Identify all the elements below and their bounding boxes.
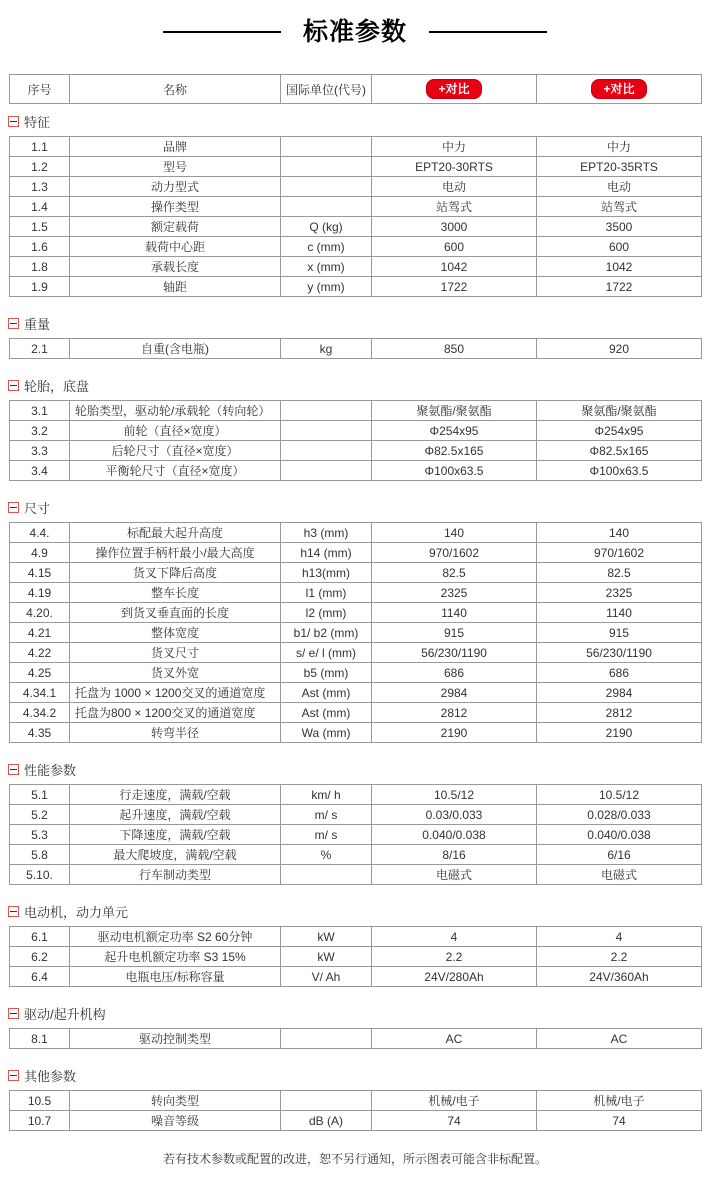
cell-value-model-1: 10.5/12 bbox=[372, 785, 537, 805]
cell-value-model-2: 140 bbox=[537, 523, 702, 543]
table-row bbox=[10, 583, 702, 603]
cell-value-model-2: 4 bbox=[537, 927, 702, 947]
cell-value-model-1: 1140 bbox=[372, 603, 537, 623]
section bbox=[0, 376, 710, 481]
cell-name: 行走速度，满载/空载 bbox=[70, 785, 281, 805]
cell-name: 货叉尺寸 bbox=[70, 643, 281, 663]
cell-value-model-2: 2812 bbox=[537, 703, 702, 723]
table-row bbox=[10, 723, 702, 743]
cell-serial: 4.35 bbox=[10, 723, 70, 743]
cell-unit: b5 (mm) bbox=[281, 663, 372, 683]
cell-value-model-1: 600 bbox=[372, 237, 537, 257]
cell-value-model-1: 0.040/0.038 bbox=[372, 825, 537, 845]
compare-button-1[interactable]: +对比 bbox=[426, 79, 481, 99]
cell-value-model-2: 0.040/0.038 bbox=[537, 825, 702, 845]
table-row bbox=[10, 563, 702, 583]
cell-serial: 1.8 bbox=[10, 257, 70, 277]
cell-unit: m/ s bbox=[281, 825, 372, 845]
table-row bbox=[10, 663, 702, 683]
cell-name: 托盘为 1000 × 1200交叉的通道宽度 bbox=[70, 683, 281, 703]
cell-name: 整车长度 bbox=[70, 583, 281, 603]
section-title: 性能参数 bbox=[24, 763, 77, 778]
cell-value-model-2: 站驾式 bbox=[537, 197, 702, 217]
section-label bbox=[8, 314, 710, 333]
cell-unit: Wa (mm) bbox=[281, 723, 372, 743]
cell-serial: 4.34.2 bbox=[10, 703, 70, 723]
cell-value-model-1: 1042 bbox=[372, 257, 537, 277]
cell-value-model-1: 56/230/1190 bbox=[372, 643, 537, 663]
cell-value-model-2: 2.2 bbox=[537, 947, 702, 967]
cell-name: 整体宽度 bbox=[70, 623, 281, 643]
cell-serial: 3.4 bbox=[10, 461, 70, 481]
cell-value-model-2: 1042 bbox=[537, 257, 702, 277]
table-row bbox=[10, 947, 702, 967]
cell-name: 货叉外宽 bbox=[70, 663, 281, 683]
table-row bbox=[10, 257, 702, 277]
cell-value-model-1: 24V/280Ah bbox=[372, 967, 537, 987]
page-title-block bbox=[0, 0, 710, 47]
cell-name: 轮胎类型，驱动轮/承载轮（转向轮） bbox=[70, 401, 281, 421]
cell-value-model-1: 2.2 bbox=[372, 947, 537, 967]
cell-value-model-1: 686 bbox=[372, 663, 537, 683]
cell-unit: Ast (mm) bbox=[281, 703, 372, 723]
table-row bbox=[10, 845, 702, 865]
cell-serial: 1.5 bbox=[10, 217, 70, 237]
cell-unit: kg bbox=[281, 339, 372, 359]
table-row bbox=[10, 927, 702, 947]
table-row bbox=[10, 1091, 702, 1111]
cell-name: 品牌 bbox=[70, 137, 281, 157]
compare-button-2[interactable]: +对比 bbox=[591, 79, 646, 99]
cell-value-model-1: 机械/电子 bbox=[372, 1091, 537, 1111]
table-row bbox=[10, 277, 702, 297]
section-label bbox=[8, 498, 710, 517]
cell-name: 转向类型 bbox=[70, 1091, 281, 1111]
section bbox=[0, 1066, 710, 1131]
cell-unit bbox=[281, 177, 372, 197]
cell-name: 自重(含电瓶) bbox=[70, 339, 281, 359]
cell-name: 载荷中心距 bbox=[70, 237, 281, 257]
cell-value-model-2: Φ254x95 bbox=[537, 421, 702, 441]
cell-name: 行车制动类型 bbox=[70, 865, 281, 885]
cell-value-model-1: 850 bbox=[372, 339, 537, 359]
table-row bbox=[10, 1111, 702, 1131]
cell-unit bbox=[281, 157, 372, 177]
cell-value-model-2: 10.5/12 bbox=[537, 785, 702, 805]
cell-value-model-1: 0.03/0.033 bbox=[372, 805, 537, 825]
cell-serial: 1.9 bbox=[10, 277, 70, 297]
spec-table bbox=[9, 926, 702, 987]
section-label bbox=[8, 902, 710, 921]
table-row bbox=[10, 543, 702, 563]
cell-name: 起升速度，满载/空载 bbox=[70, 805, 281, 825]
cell-value-model-1: Φ82.5x165 bbox=[372, 441, 537, 461]
footer-note: 若有技术参数或配置的改进，恕不另行通知，所示图表可能含非标配置。 bbox=[162, 1152, 547, 1166]
table-row bbox=[10, 703, 702, 723]
section-label bbox=[8, 376, 710, 395]
cell-value-model-1: 3000 bbox=[372, 217, 537, 237]
cell-value-model-2: EPT20-35RTS bbox=[537, 157, 702, 177]
cell-value-model-2: 6/16 bbox=[537, 845, 702, 865]
cell-unit: h3 (mm) bbox=[281, 523, 372, 543]
cell-serial: 4.34.1 bbox=[10, 683, 70, 703]
cell-name: 额定载荷 bbox=[70, 217, 281, 237]
collapse-minus-icon[interactable] bbox=[8, 318, 19, 329]
cell-unit: V/ Ah bbox=[281, 967, 372, 987]
cell-serial: 6.1 bbox=[10, 927, 70, 947]
spec-table bbox=[9, 338, 702, 359]
section bbox=[0, 760, 710, 885]
cell-value-model-1: 8/16 bbox=[372, 845, 537, 865]
cell-serial: 2.1 bbox=[10, 339, 70, 359]
table-row bbox=[10, 785, 702, 805]
cell-unit bbox=[281, 1091, 372, 1111]
table-row bbox=[10, 805, 702, 825]
cell-value-model-2: 56/230/1190 bbox=[537, 643, 702, 663]
section bbox=[0, 902, 710, 987]
cell-name: 轴距 bbox=[70, 277, 281, 297]
cell-serial: 1.3 bbox=[10, 177, 70, 197]
cell-unit: Q (kg) bbox=[281, 217, 372, 237]
cell-value-model-2: 970/1602 bbox=[537, 543, 702, 563]
cell-value-model-2: 600 bbox=[537, 237, 702, 257]
cell-serial: 5.8 bbox=[10, 845, 70, 865]
collapse-minus-icon[interactable] bbox=[8, 116, 19, 127]
cell-serial: 1.1 bbox=[10, 137, 70, 157]
cell-value-model-1: 2812 bbox=[372, 703, 537, 723]
table-row bbox=[10, 643, 702, 663]
spec-table bbox=[9, 784, 702, 885]
cell-value-model-1: 2984 bbox=[372, 683, 537, 703]
section bbox=[0, 112, 710, 297]
cell-unit: x (mm) bbox=[281, 257, 372, 277]
cell-name: 电瓶电压/标称容量 bbox=[70, 967, 281, 987]
cell-serial: 3.3 bbox=[10, 441, 70, 461]
table-row bbox=[10, 441, 702, 461]
section-label bbox=[8, 1004, 710, 1023]
cell-name: 型号 bbox=[70, 157, 281, 177]
header-row bbox=[10, 75, 702, 104]
cell-serial: 6.2 bbox=[10, 947, 70, 967]
collapse-minus-icon[interactable] bbox=[8, 906, 19, 917]
cell-name: 后轮尺寸（直径×宽度） bbox=[70, 441, 281, 461]
cell-serial: 4.19 bbox=[10, 583, 70, 603]
table-row bbox=[10, 137, 702, 157]
cell-name: 前轮（直径×宽度） bbox=[70, 421, 281, 441]
table-row bbox=[10, 1029, 702, 1049]
cell-value-model-1: 电磁式 bbox=[372, 865, 537, 885]
cell-serial: 4.22 bbox=[10, 643, 70, 663]
cell-name: 驱动电机额定功率 S2 60分钟 bbox=[70, 927, 281, 947]
cell-unit: Ast (mm) bbox=[281, 683, 372, 703]
cell-value-model-1: AC bbox=[372, 1029, 537, 1049]
cell-value-model-1: Φ100x63.5 bbox=[372, 461, 537, 481]
header-unit: 国际单位(代号) bbox=[281, 75, 372, 104]
cell-serial: 10.7 bbox=[10, 1111, 70, 1131]
cell-unit bbox=[281, 441, 372, 461]
cell-serial: 5.3 bbox=[10, 825, 70, 845]
table-row bbox=[10, 623, 702, 643]
section bbox=[0, 498, 710, 743]
cell-value-model-1: 2325 bbox=[372, 583, 537, 603]
cell-value-model-2: 2984 bbox=[537, 683, 702, 703]
section-title: 其他参数 bbox=[24, 1069, 77, 1084]
cell-value-model-2: Φ100x63.5 bbox=[537, 461, 702, 481]
cell-value-model-2: 74 bbox=[537, 1111, 702, 1131]
table-row bbox=[10, 217, 702, 237]
cell-value-model-2: 24V/360Ah bbox=[537, 967, 702, 987]
cell-name: 起升电机额定功率 S3 15% bbox=[70, 947, 281, 967]
cell-value-model-2: 82.5 bbox=[537, 563, 702, 583]
cell-unit: y (mm) bbox=[281, 277, 372, 297]
cell-value-model-1: 74 bbox=[372, 1111, 537, 1131]
cell-serial: 8.1 bbox=[10, 1029, 70, 1049]
table-row bbox=[10, 401, 702, 421]
cell-value-model-2: 0.028/0.033 bbox=[537, 805, 702, 825]
section-label bbox=[8, 1066, 710, 1085]
cell-unit bbox=[281, 197, 372, 217]
cell-value-model-2: 中力 bbox=[537, 137, 702, 157]
cell-name: 动力型式 bbox=[70, 177, 281, 197]
table-row bbox=[10, 177, 702, 197]
cell-value-model-1: 140 bbox=[372, 523, 537, 543]
cell-unit: h13(mm) bbox=[281, 563, 372, 583]
header-model-1 bbox=[372, 75, 537, 104]
cell-value-model-1: 聚氨酯/聚氨酯 bbox=[372, 401, 537, 421]
title-rule-right bbox=[429, 31, 547, 33]
cell-name: 平衡轮尺寸（直径×宽度） bbox=[70, 461, 281, 481]
cell-value-model-1: 站驾式 bbox=[372, 197, 537, 217]
cell-unit bbox=[281, 137, 372, 157]
cell-name: 最大爬坡度，满载/空载 bbox=[70, 845, 281, 865]
cell-serial: 5.10. bbox=[10, 865, 70, 885]
cell-unit: m/ s bbox=[281, 805, 372, 825]
table-row bbox=[10, 421, 702, 441]
cell-value-model-2: 1140 bbox=[537, 603, 702, 623]
cell-value-model-1: 电动 bbox=[372, 177, 537, 197]
cell-name: 承载长度 bbox=[70, 257, 281, 277]
sections-container bbox=[0, 112, 710, 1131]
section-label bbox=[8, 112, 710, 131]
cell-name: 托盘为800 × 1200交叉的通道宽度 bbox=[70, 703, 281, 723]
cell-name: 操作位置手柄杆最小/最大高度 bbox=[70, 543, 281, 563]
cell-value-model-1: 915 bbox=[372, 623, 537, 643]
spec-table bbox=[9, 136, 702, 297]
cell-name: 驱动控制类型 bbox=[70, 1029, 281, 1049]
cell-serial: 10.5 bbox=[10, 1091, 70, 1111]
cell-value-model-2: 电动 bbox=[537, 177, 702, 197]
cell-serial: 4.21 bbox=[10, 623, 70, 643]
collapse-minus-icon[interactable] bbox=[8, 1008, 19, 1019]
collapse-minus-icon[interactable] bbox=[8, 502, 19, 513]
collapse-minus-icon[interactable] bbox=[8, 1070, 19, 1081]
section-title: 电动机，动力单元 bbox=[24, 905, 129, 920]
section-title: 尺寸 bbox=[24, 501, 51, 516]
cell-unit: b1/ b2 (mm) bbox=[281, 623, 372, 643]
table-row bbox=[10, 967, 702, 987]
cell-serial: 5.2 bbox=[10, 805, 70, 825]
cell-unit: km/ h bbox=[281, 785, 372, 805]
cell-name: 到货叉垂直面的长度 bbox=[70, 603, 281, 623]
header-table bbox=[9, 74, 702, 104]
cell-name: 转弯半径 bbox=[70, 723, 281, 743]
cell-serial: 1.2 bbox=[10, 157, 70, 177]
cell-unit: % bbox=[281, 845, 372, 865]
cell-unit: l1 (mm) bbox=[281, 583, 372, 603]
cell-unit: s/ e/ l (mm) bbox=[281, 643, 372, 663]
cell-name: 货叉下降后高度 bbox=[70, 563, 281, 583]
table-row bbox=[10, 683, 702, 703]
cell-value-model-2: Φ82.5x165 bbox=[537, 441, 702, 461]
cell-unit bbox=[281, 865, 372, 885]
cell-value-model-2: 915 bbox=[537, 623, 702, 643]
cell-serial: 3.2 bbox=[10, 421, 70, 441]
cell-value-model-2: 机械/电子 bbox=[537, 1091, 702, 1111]
cell-value-model-1: 2190 bbox=[372, 723, 537, 743]
header-name: 名称 bbox=[70, 75, 281, 104]
cell-unit: c (mm) bbox=[281, 237, 372, 257]
section-title: 轮胎，底盘 bbox=[24, 379, 90, 394]
header-serial: 序号 bbox=[10, 75, 70, 104]
table-row bbox=[10, 603, 702, 623]
cell-value-model-2: 920 bbox=[537, 339, 702, 359]
cell-unit bbox=[281, 461, 372, 481]
cell-unit: kW bbox=[281, 927, 372, 947]
cell-name: 操作类型 bbox=[70, 197, 281, 217]
table-row bbox=[10, 157, 702, 177]
collapse-minus-icon[interactable] bbox=[8, 764, 19, 775]
cell-value-model-1: 中力 bbox=[372, 137, 537, 157]
cell-name: 标配最大起升高度 bbox=[70, 523, 281, 543]
spec-table bbox=[9, 522, 702, 743]
spec-table bbox=[9, 1090, 702, 1131]
cell-serial: 4.20. bbox=[10, 603, 70, 623]
cell-value-model-1: 1722 bbox=[372, 277, 537, 297]
table-row bbox=[10, 523, 702, 543]
cell-serial: 5.1 bbox=[10, 785, 70, 805]
cell-value-model-1: 82.5 bbox=[372, 563, 537, 583]
collapse-minus-icon[interactable] bbox=[8, 380, 19, 391]
cell-serial: 4.15 bbox=[10, 563, 70, 583]
cell-value-model-2: 3500 bbox=[537, 217, 702, 237]
table-row bbox=[10, 237, 702, 257]
cell-serial: 3.1 bbox=[10, 401, 70, 421]
cell-value-model-2: 2325 bbox=[537, 583, 702, 603]
section bbox=[0, 314, 710, 359]
spec-table bbox=[9, 400, 702, 481]
section-title: 驱动/起升机构 bbox=[24, 1007, 106, 1022]
cell-value-model-1: EPT20-30RTS bbox=[372, 157, 537, 177]
cell-value-model-2: 686 bbox=[537, 663, 702, 683]
section-title: 重量 bbox=[24, 317, 51, 332]
cell-unit bbox=[281, 1029, 372, 1049]
section-title: 特征 bbox=[24, 115, 51, 130]
cell-name: 噪音等级 bbox=[70, 1111, 281, 1131]
cell-value-model-1: 970/1602 bbox=[372, 543, 537, 563]
cell-unit: l2 (mm) bbox=[281, 603, 372, 623]
cell-unit: h14 (mm) bbox=[281, 543, 372, 563]
cell-serial: 1.6 bbox=[10, 237, 70, 257]
cell-unit: dB (A) bbox=[281, 1111, 372, 1131]
cell-value-model-2: 1722 bbox=[537, 277, 702, 297]
table-row bbox=[10, 461, 702, 481]
cell-serial: 6.4 bbox=[10, 967, 70, 987]
table-row bbox=[10, 339, 702, 359]
section bbox=[0, 1004, 710, 1049]
cell-serial: 4.9 bbox=[10, 543, 70, 563]
cell-name: 下降速度，满载/空载 bbox=[70, 825, 281, 845]
cell-value-model-2: AC bbox=[537, 1029, 702, 1049]
title-rule-left bbox=[163, 31, 281, 33]
table-row bbox=[10, 865, 702, 885]
section-label bbox=[8, 760, 710, 779]
cell-serial: 1.4 bbox=[10, 197, 70, 217]
cell-unit bbox=[281, 401, 372, 421]
table-row bbox=[10, 825, 702, 845]
cell-value-model-2: 2190 bbox=[537, 723, 702, 743]
cell-value-model-1: Φ254x95 bbox=[372, 421, 537, 441]
page-title: 标准参数 bbox=[302, 18, 407, 46]
table-row bbox=[10, 197, 702, 217]
cell-serial: 4.25 bbox=[10, 663, 70, 683]
cell-value-model-1: 4 bbox=[372, 927, 537, 947]
header-model-2 bbox=[537, 75, 702, 104]
cell-unit: kW bbox=[281, 947, 372, 967]
cell-serial: 4.4. bbox=[10, 523, 70, 543]
cell-value-model-2: 电磁式 bbox=[537, 865, 702, 885]
spec-table bbox=[9, 1028, 702, 1049]
cell-unit bbox=[281, 421, 372, 441]
cell-value-model-2: 聚氨酯/聚氨酯 bbox=[537, 401, 702, 421]
